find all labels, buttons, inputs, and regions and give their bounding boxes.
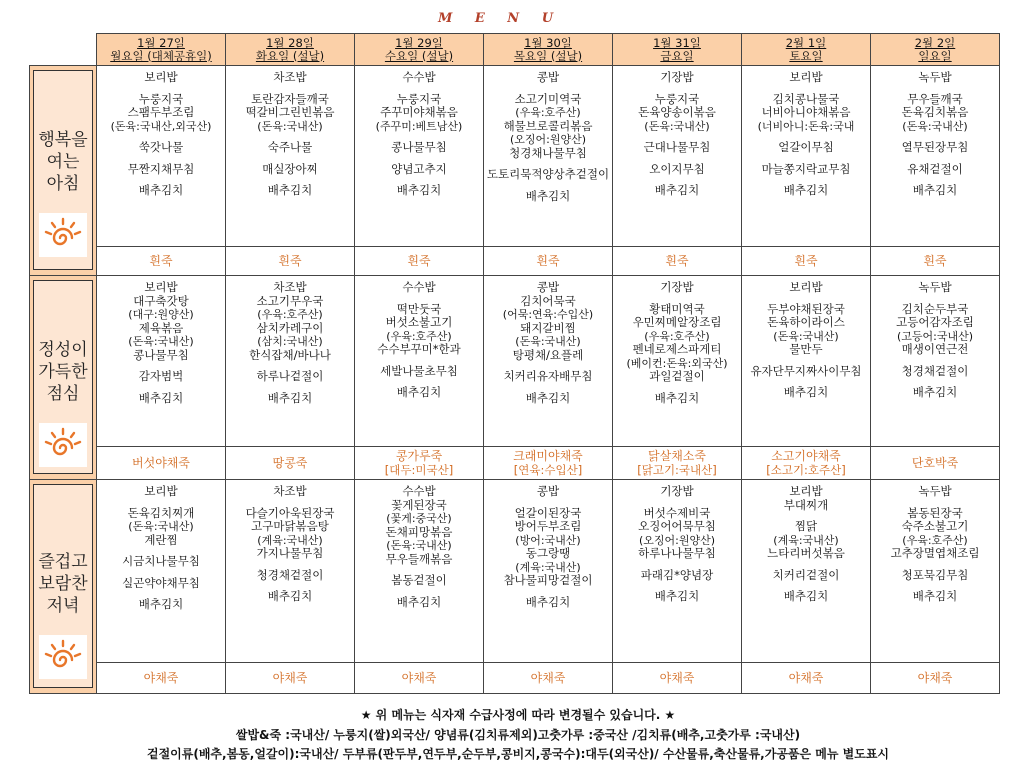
origin-text-1: 쌀밥&죽 :국내산/ 누룽지(쌀)외국산/ 양념류(김치류제외)고춧가루 :중국산 /김치류(배추,고춧가루 :국내산) bbox=[235, 728, 801, 742]
menu-item: 소고기무우국 bbox=[256, 293, 324, 308]
menu-item: 펜네로제스파게티 bbox=[632, 342, 722, 356]
menu-item: 대구축갓탕 bbox=[133, 293, 189, 308]
meal-label-box bbox=[33, 484, 93, 688]
sun-icon bbox=[39, 423, 87, 467]
porridge-name: 흰죽 bbox=[278, 254, 302, 268]
menu-item: 콩나물무침 bbox=[391, 140, 447, 154]
porridge-row-0 bbox=[30, 247, 1000, 276]
menu-item: 탕평채/요플레 bbox=[512, 347, 584, 362]
porridge-name: 흰죽 bbox=[407, 254, 431, 268]
menu-item: 봄동겉절이 bbox=[391, 573, 447, 587]
menu-item: 떡갈비그린빈볶음 bbox=[245, 105, 335, 119]
menu-item: (계육:국내산) bbox=[257, 533, 323, 547]
menu-item: (우육:호주산) bbox=[257, 308, 323, 321]
menu-item: (오징어:원양산) bbox=[509, 133, 587, 146]
menu-item: 고등어감자조림 bbox=[896, 315, 974, 329]
menu-item: (돈육:국내산) bbox=[773, 329, 839, 343]
menu-item: (돈육:국내산) bbox=[128, 520, 194, 533]
meal-label-box bbox=[33, 70, 93, 270]
menu-item: 배추김치 bbox=[267, 589, 313, 603]
porridge-cell bbox=[871, 247, 1000, 276]
notice-text: ★ 위 메뉴는 식자재 수급사정에 따라 변경될수 있습니다. ★ bbox=[360, 708, 676, 722]
porridge-cell bbox=[226, 247, 355, 276]
day-weekday: 수요일 (설날) bbox=[384, 48, 454, 63]
menu-cell bbox=[97, 276, 226, 447]
menu-item: 무우들깨국 bbox=[907, 91, 963, 106]
porridge-name: 흰죽 bbox=[149, 254, 173, 268]
menu-item: 해물브로콜리볶음 bbox=[503, 118, 593, 133]
meal-label-box bbox=[33, 280, 93, 474]
menu-item: (오징어:원양산) bbox=[638, 533, 716, 547]
porridge-cell bbox=[97, 447, 226, 480]
menu-item: 스팸두부조림 bbox=[127, 105, 195, 119]
menu-item: 수수밥 bbox=[402, 280, 436, 294]
menu-item: 파래김*양념장 bbox=[640, 567, 714, 582]
menu-cell bbox=[742, 66, 871, 247]
porridge-name: 야채죽 bbox=[530, 671, 566, 685]
menu-item: 배추김치 bbox=[912, 589, 958, 603]
menu-item: (우육:호주산) bbox=[644, 329, 710, 343]
porridge-cell bbox=[226, 663, 355, 694]
day-weekday: 월요일 (대체공휴일) bbox=[110, 48, 212, 63]
menu-item: 주꾸미야채볶음 bbox=[380, 105, 458, 119]
menu-item: (돈육:국내산) bbox=[257, 119, 323, 133]
menu-item: 김치순두부국 bbox=[901, 301, 969, 316]
porridge-name: 야채죽 bbox=[272, 671, 308, 685]
origin-text-2: 겉절이류(배추,봄동,얼갈이):국내산/ 두부류(판두부,연두부,순두부,콩비지,콩국수):대두(외국산)/ 수산물류,축산물류,가공품은 메뉴 별도표시 bbox=[146, 747, 889, 761]
menu-item: (우육:호주산) bbox=[386, 329, 452, 343]
sun-icon bbox=[39, 213, 87, 257]
menu-item: 소고기미역국 bbox=[514, 91, 582, 106]
sun-icon bbox=[39, 635, 87, 679]
menu-item: 숙주소불고기 bbox=[901, 519, 969, 533]
porridge-cell bbox=[613, 247, 742, 276]
porridge-cell bbox=[871, 447, 1000, 480]
menu-item: 배추김치 bbox=[396, 594, 442, 609]
menu-cell bbox=[97, 66, 226, 247]
menu-item: 녹두밥 bbox=[918, 280, 952, 294]
menu-item: 토란감자들깨국 bbox=[251, 91, 329, 106]
menu-item: 오징어어묵무침 bbox=[638, 519, 716, 533]
day-header-6 bbox=[871, 34, 1000, 66]
menu-item: (우육:호주산) bbox=[515, 106, 581, 119]
menu-item: 돈육김치볶음 bbox=[901, 105, 969, 119]
menu-item: 다슬기아욱된장국 bbox=[245, 505, 335, 520]
menu-item: 청경채나물무침 bbox=[509, 145, 587, 160]
menu-item: 누룽지국 bbox=[396, 91, 442, 106]
menu-item: 돼지갈비찜 bbox=[520, 320, 576, 335]
menu-item: 배추김치 bbox=[396, 385, 442, 399]
menu-cell bbox=[226, 480, 355, 663]
menu-item: 숙주나물 bbox=[267, 140, 313, 154]
porridge-name: 닭살채소죽 bbox=[648, 449, 706, 463]
menu-item: 보리밥 bbox=[144, 70, 178, 84]
day-header-3 bbox=[484, 34, 613, 66]
menu-item: (우육:호주산) bbox=[902, 533, 968, 547]
menu-item: 배추김치 bbox=[783, 183, 829, 197]
menu-item: 꽃게된장국 bbox=[391, 497, 447, 512]
menu-item: 누룽지국 bbox=[138, 91, 184, 106]
menu-item: 고구마닭볶음탕 bbox=[251, 519, 329, 533]
menu-item: 차조밥 bbox=[273, 70, 307, 84]
menu-item: 느타리버섯볶음 bbox=[767, 546, 845, 560]
menu-item: 누룽지국 bbox=[654, 91, 700, 106]
menu-item: 쑥갓나물 bbox=[138, 140, 184, 154]
menu-item: 얼갈이무침 bbox=[778, 140, 834, 154]
menu-item: 무우들깨볶음 bbox=[385, 551, 453, 566]
day-header-2 bbox=[355, 34, 484, 66]
menu-item: 돈육하이라이스 bbox=[767, 315, 845, 329]
menu-item: 수수밥 bbox=[402, 484, 436, 498]
menu-item: 배추김치 bbox=[654, 183, 700, 197]
menu-item: 보리밥 bbox=[144, 484, 178, 498]
menu-item: 배추김치 bbox=[138, 183, 184, 197]
menu-item: (돈육:국내산) bbox=[515, 335, 581, 348]
menu-item: 콩나물무침 bbox=[133, 347, 189, 362]
menu-item: 김치콩나물국 bbox=[772, 91, 840, 106]
menu-item: 청경채겉절이 bbox=[256, 567, 324, 582]
menu-item: 보리밥 bbox=[144, 280, 178, 294]
day-date: 1월 29일 bbox=[395, 35, 443, 50]
menu-item: 가지나물무침 bbox=[256, 546, 324, 560]
porridge-origin: [닭고기:국내산] bbox=[637, 463, 717, 477]
porridge-name: 야채죽 bbox=[917, 671, 953, 685]
menu-item: 실곤약야채무침 bbox=[122, 575, 200, 590]
menu-item: 찜닭 bbox=[794, 519, 818, 533]
menu-item: 기장밥 bbox=[660, 280, 694, 294]
day-header-row bbox=[30, 34, 1000, 66]
menu-cell bbox=[871, 480, 1000, 663]
porridge-origin: [연육:수입산] bbox=[513, 463, 583, 477]
porridge-name: 소고기야채죽 bbox=[771, 449, 841, 463]
day-date: 1월 27일 bbox=[137, 35, 185, 50]
menu-item: 유채겉절이 bbox=[907, 161, 963, 176]
menu-item: 방어두부조림 bbox=[514, 519, 582, 533]
day-weekday: 목요일 (설날) bbox=[513, 48, 583, 63]
porridge-name: 버섯야채죽 bbox=[132, 456, 190, 470]
meal-name: 즐겁고 보람찬 저녁 bbox=[38, 552, 88, 616]
menu-item: 감자범벅 bbox=[138, 369, 184, 383]
meal-name: 정성이 가득한 점심 bbox=[38, 340, 88, 404]
porridge-cell bbox=[484, 663, 613, 694]
porridge-cell bbox=[355, 247, 484, 276]
menu-item: 하루나겉절이 bbox=[256, 369, 324, 383]
menu-item: (주꾸미:베트남산) bbox=[375, 119, 463, 133]
porridge-cell bbox=[613, 663, 742, 694]
menu-cell bbox=[355, 480, 484, 663]
menu-item: 얼갈이된장국 bbox=[514, 505, 582, 520]
menu-cell bbox=[484, 480, 613, 663]
menu-item: 보리밥 bbox=[789, 484, 823, 498]
menu-cell bbox=[613, 480, 742, 663]
menu-cell bbox=[871, 276, 1000, 447]
menu-item: 세발나물초무침 bbox=[380, 363, 458, 378]
day-weekday: 일요일 bbox=[918, 48, 952, 63]
porridge-row-1 bbox=[30, 447, 1000, 480]
menu-item: 배추김치 bbox=[267, 183, 313, 197]
menu-item: 시금치나물무침 bbox=[122, 554, 200, 568]
menu-item: 기장밥 bbox=[660, 484, 694, 498]
menu-item: 참나물피망겉절이 bbox=[503, 573, 593, 587]
menu-item: 오이지무침 bbox=[649, 161, 705, 176]
menu-item: 한식잡채/바나나 bbox=[249, 347, 331, 362]
menu-item: 너비아니야채볶음 bbox=[761, 105, 851, 119]
menu-item: (베이컨:돈육:외국산) bbox=[626, 356, 728, 370]
menu-title: M E N U bbox=[437, 11, 563, 26]
meal-row-1 bbox=[30, 276, 1000, 447]
meal-header-0 bbox=[30, 66, 97, 276]
porridge-name: 흰죽 bbox=[536, 254, 560, 268]
day-weekday: 토요일 bbox=[789, 48, 823, 63]
day-date: 1월 30일 bbox=[524, 35, 572, 50]
menu-item: (돈육:국내산) bbox=[644, 119, 710, 133]
menu-item: 유자단무지짜사이무침 bbox=[750, 363, 862, 378]
porridge-cell bbox=[355, 663, 484, 694]
menu-item: 치커리유자배무침 bbox=[503, 369, 593, 383]
corner-cell bbox=[30, 34, 97, 66]
porridge-name: 야채죽 bbox=[788, 671, 824, 685]
porridge-name: 흰죽 bbox=[665, 254, 689, 268]
menu-item: 봄동된장국 bbox=[907, 505, 963, 520]
menu-item: 배추김치 bbox=[525, 594, 571, 609]
menu-item: (어묵:연육:수입산) bbox=[502, 308, 594, 321]
meal-row-2 bbox=[30, 480, 1000, 663]
menu-item: 매생이연근전 bbox=[901, 342, 969, 356]
menu-item: 물만두 bbox=[789, 342, 823, 356]
menu-item: 보리밥 bbox=[789, 70, 823, 84]
menu-item: 김치어묵국 bbox=[520, 293, 576, 308]
menu-item: 배추김치 bbox=[654, 390, 700, 405]
menu-cell bbox=[484, 66, 613, 247]
meal-header-1 bbox=[30, 276, 97, 480]
menu-item: (돈육:국내산,외국산) bbox=[110, 119, 212, 133]
porridge-cell bbox=[355, 447, 484, 480]
menu-item: 배추김치 bbox=[783, 385, 829, 399]
menu-item: 청포묵김무침 bbox=[901, 567, 969, 582]
menu-item: 부대찌개 bbox=[783, 497, 829, 512]
menu-item: 콩밥 bbox=[536, 70, 560, 84]
porridge-name: 야채죽 bbox=[659, 671, 695, 685]
menu-item: 배추김치 bbox=[138, 597, 184, 611]
meal-header-2 bbox=[30, 480, 97, 694]
porridge-origin: [대두:미국산] bbox=[384, 463, 454, 477]
menu-item: (돈육:국내산) bbox=[902, 119, 968, 133]
menu-cell bbox=[484, 276, 613, 447]
menu-item: (꽃게:중국산) bbox=[386, 512, 452, 525]
menu-item: 동그랑땡 bbox=[525, 546, 571, 560]
menu-item: 배추김치 bbox=[267, 390, 313, 405]
menu-item: 치커리겉절이 bbox=[772, 567, 840, 582]
menu-item: 콩밥 bbox=[536, 484, 560, 498]
porridge-name: 흰죽 bbox=[794, 254, 818, 268]
menu-item: (너비아니:돈육:국내 bbox=[757, 119, 855, 133]
day-date: 2월 1일 bbox=[785, 35, 827, 50]
porridge-origin: [소고기:호주산] bbox=[766, 463, 846, 477]
menu-table bbox=[29, 33, 1000, 694]
day-weekday: 화요일 (설날) bbox=[255, 48, 325, 63]
menu-cell bbox=[742, 276, 871, 447]
menu-item: 차조밥 bbox=[273, 484, 307, 498]
day-weekday: 금요일 bbox=[660, 48, 694, 63]
menu-item: 양념고추지 bbox=[391, 161, 447, 176]
menu-item: 고추장멸엽채조림 bbox=[890, 546, 980, 560]
menu-item: 수수밥 bbox=[402, 70, 436, 84]
day-date: 1월 31일 bbox=[653, 35, 701, 50]
porridge-name: 크래미야채죽 bbox=[513, 449, 583, 463]
menu-item: 무짠지채무침 bbox=[127, 161, 195, 176]
porridge-cell bbox=[742, 447, 871, 480]
menu-item: 과일겉절이 bbox=[649, 369, 705, 383]
day-date: 2월 2일 bbox=[914, 35, 956, 50]
porridge-name: 흰죽 bbox=[923, 254, 947, 268]
menu-item: 청경채겉절이 bbox=[901, 363, 969, 378]
meal-name: 행복을 여는 아침 bbox=[38, 130, 88, 194]
menu-item: 떡만둣국 bbox=[396, 301, 442, 316]
porridge-cell bbox=[97, 247, 226, 276]
menu-item: 돈육양송이볶음 bbox=[638, 105, 716, 119]
menu-item: (대구:원양산) bbox=[128, 308, 194, 321]
menu-item: 배추김치 bbox=[654, 589, 700, 603]
day-header-1 bbox=[226, 34, 355, 66]
menu-item: (방어:국내산) bbox=[515, 533, 581, 547]
menu-item: 도토리묵적양상추겉절이 bbox=[486, 167, 610, 181]
menu-item: (계육:국내산) bbox=[773, 533, 839, 547]
menu-item: (돈육:국내산) bbox=[386, 539, 452, 552]
porridge-name: 야채죽 bbox=[401, 671, 437, 685]
menu-item: (고등어:국내산) bbox=[896, 329, 974, 343]
menu-item: 배추김치 bbox=[525, 390, 571, 405]
menu-cell bbox=[613, 66, 742, 247]
menu-item: 배추김치 bbox=[912, 385, 958, 399]
menu-item: 보리밥 bbox=[789, 280, 823, 294]
menu-item: 돈채피망볶음 bbox=[385, 524, 453, 539]
menu-item: 근대나물무침 bbox=[643, 140, 711, 154]
porridge-name: 땅콩죽 bbox=[272, 456, 308, 470]
menu-item: 제육볶음 bbox=[138, 320, 184, 335]
porridge-cell bbox=[613, 447, 742, 480]
menu-item: 배추김치 bbox=[396, 183, 442, 197]
day-header-0 bbox=[97, 34, 226, 66]
porridge-name: 야채죽 bbox=[143, 671, 179, 685]
menu-item: 배추김치 bbox=[138, 390, 184, 405]
porridge-cell bbox=[226, 447, 355, 480]
porridge-row-2 bbox=[30, 663, 1000, 694]
menu-item: 버섯수제비국 bbox=[643, 505, 711, 520]
menu-item: 배추김치 bbox=[912, 183, 958, 197]
porridge-cell bbox=[871, 663, 1000, 694]
menu-item: 차조밥 bbox=[273, 280, 307, 294]
menu-cell bbox=[742, 480, 871, 663]
day-header-5 bbox=[742, 34, 871, 66]
porridge-cell bbox=[742, 663, 871, 694]
menu-item: 기장밥 bbox=[660, 70, 694, 84]
menu-item: 하루나나물무침 bbox=[638, 546, 716, 560]
menu-item: (돈육:국내산) bbox=[128, 335, 194, 348]
menu-item: 계란찜 bbox=[144, 532, 178, 547]
menu-item: 버섯소불고기 bbox=[385, 315, 453, 329]
menu-item: 삼치카레구이 bbox=[256, 320, 324, 335]
menu-cell bbox=[97, 480, 226, 663]
menu-cell bbox=[226, 66, 355, 247]
porridge-name: 콩가루죽 bbox=[395, 449, 443, 463]
menu-item: 콩밥 bbox=[536, 280, 560, 294]
porridge-name: 단호박죽 bbox=[911, 456, 959, 470]
menu-item: 배추김치 bbox=[525, 188, 571, 203]
meal-row-0 bbox=[30, 66, 1000, 247]
menu-cell bbox=[355, 276, 484, 447]
menu-item: 열무된장무침 bbox=[901, 140, 969, 154]
menu-item: 배추김치 bbox=[783, 589, 829, 603]
menu-item: 황태미역국 bbox=[649, 301, 705, 316]
menu-item: 매실장아찌 bbox=[262, 161, 318, 176]
day-date: 1월 28일 bbox=[266, 35, 314, 50]
menu-item: 녹두밥 bbox=[918, 70, 952, 84]
menu-item: 돈육김치찌개 bbox=[127, 505, 195, 520]
porridge-cell bbox=[742, 247, 871, 276]
menu-item: 녹두밥 bbox=[918, 484, 952, 498]
day-header-4 bbox=[613, 34, 742, 66]
menu-item: (계육:국내산) bbox=[515, 560, 581, 574]
menu-item: (삼치:국내산) bbox=[257, 335, 323, 348]
porridge-cell bbox=[97, 663, 226, 694]
menu-item: 우민찌메알장조림 bbox=[632, 315, 722, 329]
menu-cell bbox=[355, 66, 484, 247]
menu-cell bbox=[613, 276, 742, 447]
menu-cell bbox=[226, 276, 355, 447]
porridge-cell bbox=[484, 447, 613, 480]
menu-cell bbox=[871, 66, 1000, 247]
menu-item: 마늘쫑지락교무침 bbox=[761, 161, 851, 176]
menu-item: 두부야채된장국 bbox=[767, 301, 845, 316]
porridge-cell bbox=[484, 247, 613, 276]
menu-item: 수수부꾸미*한과 bbox=[377, 342, 461, 356]
